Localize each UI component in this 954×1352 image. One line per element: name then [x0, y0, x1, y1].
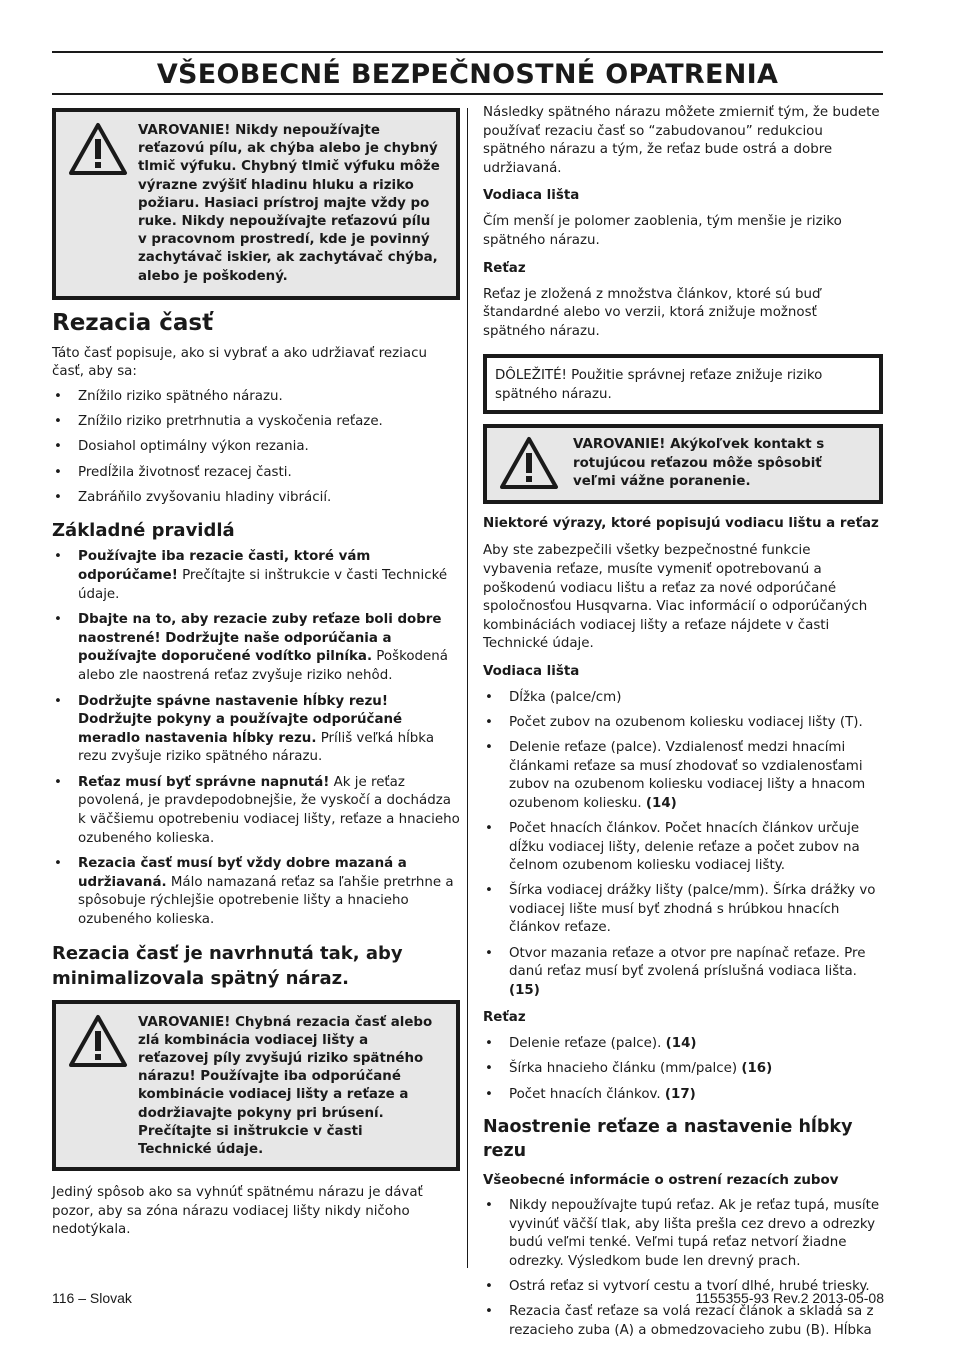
warning-triangle-icon: [68, 122, 128, 176]
important-note-text: DÔLEŽITÉ! Použitie správnej reťaze znižuje riziko spätného nárazu.: [495, 368, 823, 403]
intro-bullet-list: [52, 388, 460, 507]
warning-triangle-icon: [499, 436, 559, 490]
guide-bar-spec-list: [483, 689, 883, 1000]
subheading-guide-bar: Vodiaca lišta: [483, 188, 580, 204]
list-item: [483, 689, 883, 708]
list-item: • Zabráňilo zvyšovaniu hladiny vibrácií.: [52, 489, 460, 508]
list-item: • Dosiahol optimálny výkon rezania.: [52, 438, 460, 457]
item-text: Delenie reťaze (palce).: [509, 1036, 662, 1052]
rule-bold: Dbajte na to, aby rezacie zuby reťaze boli dobre naostrené! Dodržujte naše odporúčania a používajte doporučené vodítko pilníka.: [78, 612, 442, 665]
right-column: [483, 104, 883, 1340]
sharpening-list: [483, 1197, 883, 1340]
kickback-mitigation-text: Následky spätného nárazu môžete zmierniť tým, že budete používať rezaciu časť so “zabudovanou” redukciou spätného nárazu a tým, že reťaz bude ostrá a dobre udržiavaná.: [483, 105, 880, 176]
item-text: Dĺžka (palce/cm): [509, 689, 622, 705]
item-text: Delenie reťaze (palce). Vzdialenosť medzi hnacími článkami reťaze sa musí zhodovať so vzdialenosťami zubov na ozubenom koliesku vodiacej lišty a hnacom ozubenom koliesku.: [509, 740, 866, 811]
rule-bold: Dodržujte spávne nastavenie hĺbky rezu! Dodržujte pokyny a používajte odporúčané meradlo nastavenia hĺbky rezu.: [78, 693, 403, 746]
rule-item: [52, 693, 460, 767]
figure-reference: (15): [509, 982, 540, 998]
figure-reference: (14): [665, 1036, 697, 1052]
warning-triangle-icon: [68, 1014, 128, 1068]
page-title-bar: [52, 51, 883, 95]
terms-text: Aby ste zabezpečili všetky bezpečnostné funkcie vybavenia reťaze, musíte vymeniť opotrebovanú a poškodenú vodiacu lištu a reťaz za nové odporúčané spoločnosťou Husqvarna. Viac informácií o odporúčaných kombináciách vodiacej lišty a reťaze nájdete v časti Technické údaje.: [483, 543, 868, 652]
subheading-chain-specs: Reťaz: [483, 1010, 526, 1026]
section-heading-cutting: Rezacia časť: [52, 309, 214, 336]
list-item: • Predĺžila životnosť rezacej časti.: [52, 464, 460, 483]
list-item: • Nikdy nepoužívajte tupú reťaz. Ak je reťaz tupá, musíte vyvinúť väčší tlak, aby lišta prešla cez drevo a odrezky budú veľmi tenké. Veľmi tupá reťaz netvorí žiadne odrezky. Výsledkom bude len drevný prach.: [483, 1197, 883, 1271]
warning-text: VAROVANIE! Chybná rezacia časť alebo zlá kombinácia vodiacej lišty a reťazovej píly zvyšujú riziko spätného nárazu! Používajte iba odporúčané kombinácie vodiacej lišty a reťaze a dodržiavajte pokyny pri brúsení. Prečítajte si inštrukcie v časti Technické údaje.: [138, 1014, 433, 1158]
figure-reference: (17): [664, 1086, 696, 1102]
list-item: [483, 882, 883, 938]
rule-item: [52, 774, 460, 848]
item-text: Počet hnacích článkov.: [509, 1086, 661, 1102]
closing-text: Jediný spôsob ako sa vyhnúť spätnému nárazu je dávať pozor, aby sa zóna nárazu vodiacej lišty nikdy ničoho nedotýkala.: [52, 1185, 423, 1238]
page-title: VŠEOBECNÉ BEZPEČNOSTNÉ OPATRENIA: [156, 59, 779, 90]
item-text: Šírka hnacieho článku (mm/palce): [509, 1061, 738, 1077]
rule-text: Príliš veľká hĺbka rezu zvyšuje riziko spätného nárazu.: [78, 730, 435, 765]
rule-text: Poškodená alebo zle naostrená reťaz zvyšuje riziko nehôd.: [78, 649, 448, 683]
list-item: [483, 1086, 883, 1105]
item-text: Počet hnacích článkov. Počet hnacích článkov určuje dĺžku vodiacej lišty, delenie reťaze a počet zubov na čelnom ozubenom koliesku vodiacej lišty.: [509, 820, 860, 874]
intro-text: Táto časť popisuje, ako si vybrať a ako udržiavať reziacu časť, aby sa:: [52, 345, 427, 380]
list-item: [483, 714, 883, 733]
rule-bold: Používajte iba rezacie časti, ktoré vám odporúčame!: [78, 549, 371, 583]
rule-text: Málo namazaná reťaz sa ľahšie pretrhne a spôsobuje rýchlejšie opotrebenie lišty a hnacieho ozubeného kolieska.: [78, 874, 454, 928]
rule-text: Ak je reťaz povolená, je pravdepodobnejšie, že vyskočí a dochádza k väčšiemu opotrebeniu vodiacej lišty, reťaze a hnacieho ozubeného kolieska.: [78, 774, 460, 846]
subheading-general-sharpening: Všeobecné informácie o ostrení rezacích zubov: [483, 1173, 839, 1189]
list-item: • Znížilo riziko pretrhnutia a vyskočenia reťaze.: [52, 413, 460, 432]
rule-item: [52, 855, 460, 929]
item-text: Počet zubov na ozubenom koliesku vodiacej lišty (T).: [509, 715, 863, 730]
subheading-chain: Reťaz: [483, 260, 526, 276]
rule-item: [52, 548, 460, 604]
item-text: Otvor mazania reťaze a otvor pre napínač reťaze. Pre danú reťaz musí byť zvolená príslušná vodiaca lišta.: [509, 945, 866, 980]
list-item: [483, 739, 883, 813]
warning-box-kickback: [52, 1000, 460, 1172]
column-divider: [467, 108, 468, 1268]
list-item: [483, 945, 883, 1001]
rule-item: [52, 611, 460, 685]
warning-text: VAROVANIE! Nikdy nepoužívajte reťazovú pílu, ak chýba alebo je chybný tlmič výfuku. Chybný tlmič výfuku môže výrazne zvýšiť hladinu hluku a riziko požiaru. Hasiaci prístroj majte vždy po ruke. Nikdy nepoužívajte reťazovú pílu v pracovnom prostredí, kde je povinný zachytávač iskier, ak zachytávač chýba, alebo je poškodený.: [138, 123, 440, 284]
footer-page-label: 116 – Slovak: [52, 1290, 132, 1306]
figure-reference: (16): [741, 1061, 773, 1077]
chain-text: Reťaz je zložená z množstva článkov, ktoré sú buď štandardné alebo vo verzii, ktorá znižuje možnosť spätného nárazu.: [483, 286, 821, 339]
rules-list: [52, 548, 460, 929]
list-item: [483, 1035, 883, 1054]
rules-heading: Základné pravidlá: [52, 520, 235, 542]
subheading-guide-bar-specs: Vodiaca lišta: [483, 663, 580, 679]
warning-text: VAROVANIE! Akýkoľvek kontakt s rotujúcou reťazou môže spôsobiť veľmi vážne poranenie.: [573, 437, 825, 489]
list-item: [483, 820, 883, 876]
list-item: [483, 1060, 883, 1079]
footer-doc-id: 1155355-93 Rev.2 2013-05-08: [695, 1290, 884, 1306]
important-note-box: [483, 354, 883, 414]
list-item: • Ostrá reťaz si vytvorí cestu a tvorí dlhé, hrubé triesky.: [483, 1278, 883, 1297]
chain-spec-list: [483, 1035, 883, 1104]
item-text: Šírka vodiacej drážky lišty (palce/mm). Šírka drážky vo vodiacej lište musí byť zhodná s hrúbkou hnacích článkov reťaze.: [509, 883, 876, 936]
rule-text: Prečítajte si inštrukcie v časti Technické údaje.: [78, 567, 448, 602]
rule-bold: Reťaz musí byť správne napnutá!: [78, 774, 330, 790]
sharpening-heading: Naostrenie reťaze a nastavenie hĺbky rezu: [483, 1117, 853, 1162]
warning-box-muffler: [52, 108, 460, 300]
list-item: • Rezacia časť reťaze sa volá rezací článok a skladá sa z rezacieho zuba (A) a obmedzovacieho zubu (B). Hĺbka: [483, 1303, 883, 1340]
warning-box-contact: [483, 424, 883, 504]
rule-bold: Rezacia časť musí byť vždy dobre mazaná a udržiavaná.: [78, 856, 407, 890]
subheading-terms: Niektoré výrazy, ktoré popisujú vodiacu lištu a reťaz: [483, 516, 879, 532]
list-item: • Znížilo riziko spätného nárazu.: [52, 388, 460, 407]
guide-bar-text: Čím menší je polomer zaoblenia, tým menšie je riziko spätného nárazu.: [483, 214, 842, 248]
left-column: [52, 108, 460, 1240]
figure-reference: (14): [645, 795, 677, 811]
kickback-heading: Rezacia časť je navrhnutá tak, aby minimalizovala spätný náraz.: [52, 942, 403, 989]
